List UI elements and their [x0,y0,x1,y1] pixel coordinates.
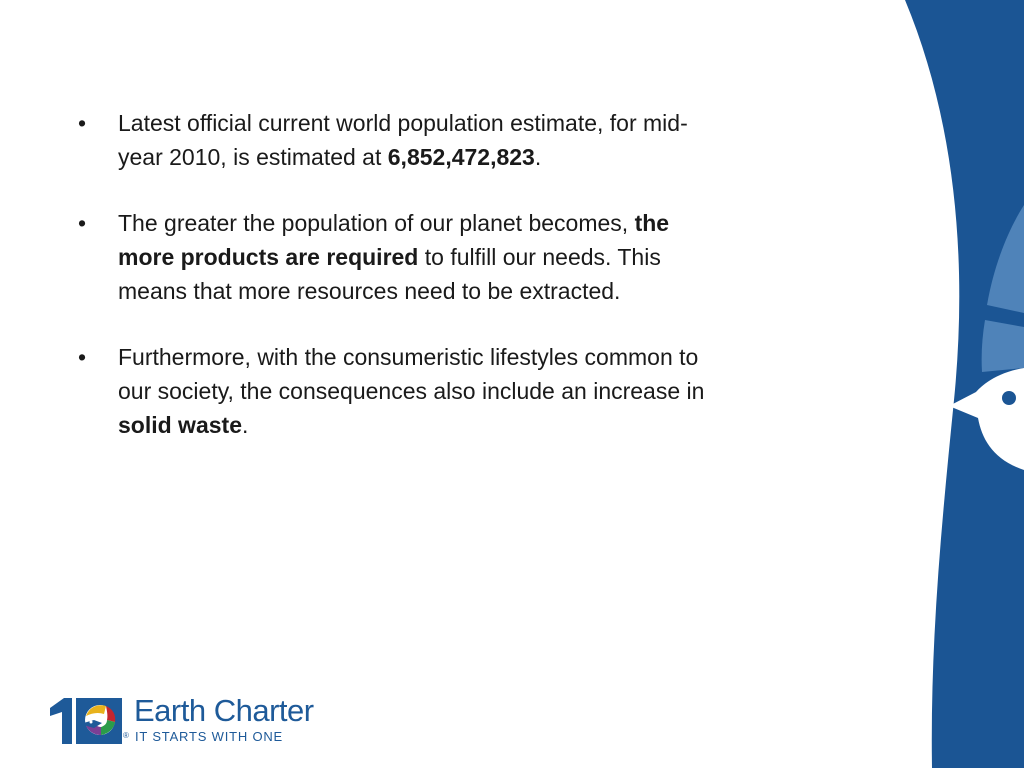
bullet-text: Latest official current world population estimate, for mid-year 2010, is estimated at [118,110,688,170]
bullet-emphasis: solid waste [118,412,242,438]
bullet-text: The greater the population of our planet becomes, [118,210,635,236]
dove-eye-icon [1002,391,1016,405]
bullet-emphasis: the more products are required [118,210,670,270]
bullet-item-products-required [78,206,728,308]
globe-segment-icon [982,320,1024,372]
bullet-marker: • [78,210,87,236]
bullet-emphasis: 6,852,472,823 [387,144,535,170]
bullet-item-solid-waste [78,340,728,442]
bullet-text: to fulfill our needs. This means that more resources need to be extracted. [118,244,661,304]
registered-mark: ® [123,731,129,740]
bullet-list [78,106,728,474]
logo-name: Earth Charter [134,693,314,728]
bullet-text: . [534,144,542,170]
bullet-text: . [241,412,249,438]
earth-charter-logo [50,693,340,746]
earth-charter-emblem-icon [50,698,130,744]
bullet-item-population-estimate [78,106,728,174]
bullet-marker: • [78,344,87,370]
bullet-marker: • [78,110,87,136]
bullet-text: Furthermore, with the consumeristic lifestyles common to our society, the consequences also include an increase in [118,344,705,404]
logo-tagline: IT STARTS WITH ONE [135,729,284,744]
